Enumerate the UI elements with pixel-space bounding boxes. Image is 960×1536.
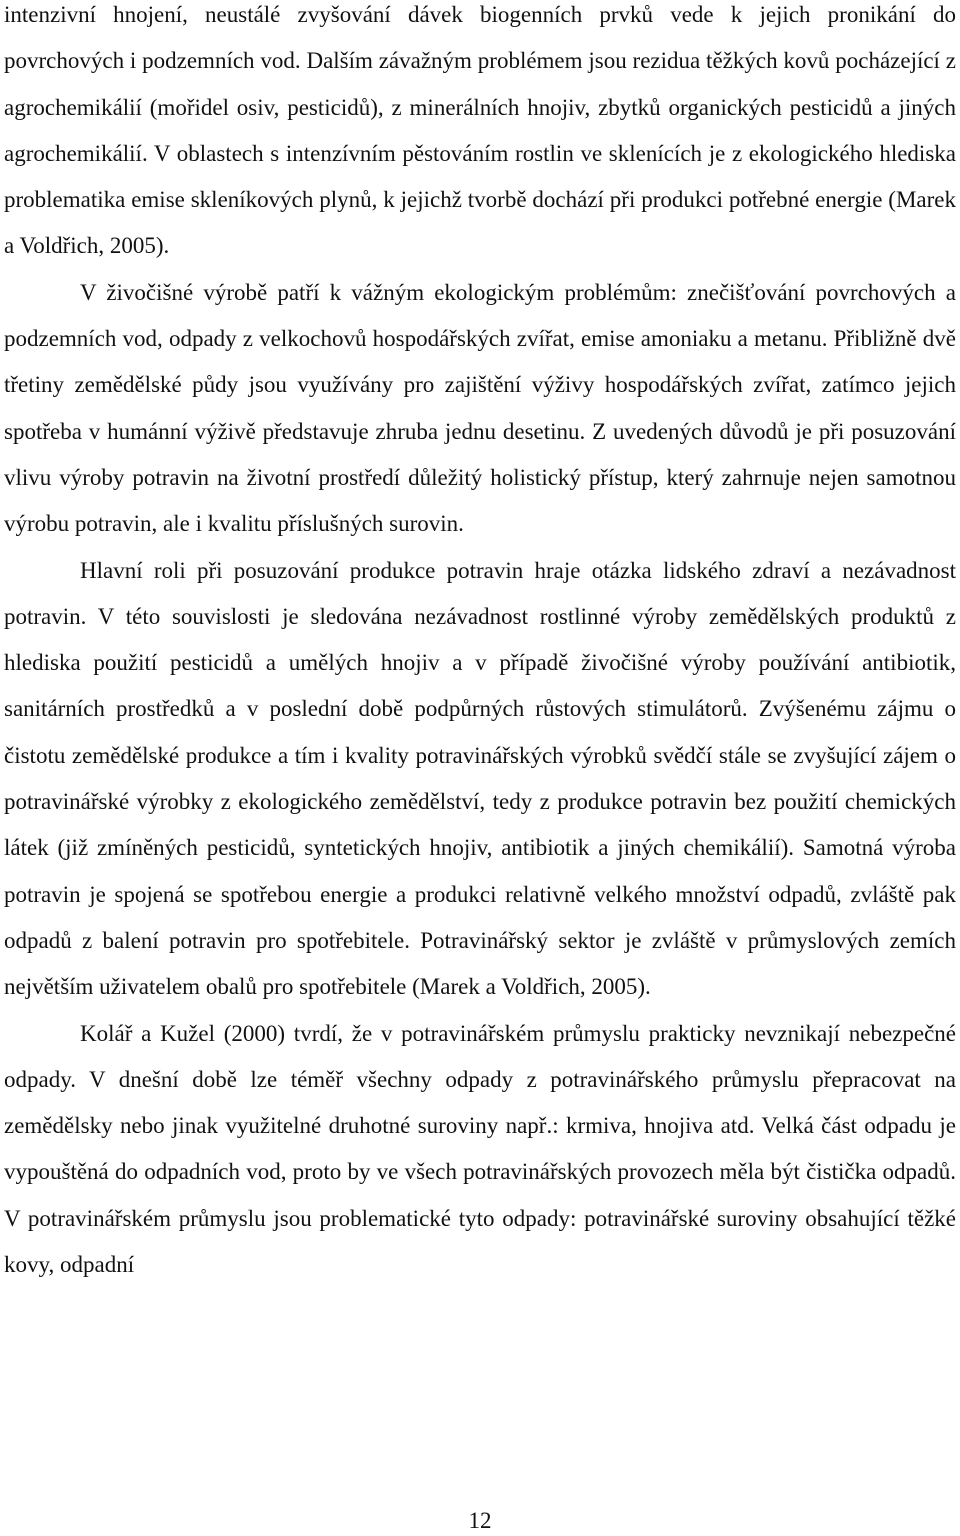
paragraph-1: intenzivní hnojení, neustálé zvyšování dávek biogenních prvků vede k jejich pronikání do povrchových i podzemních vod. Dalším závažným problémem jsou rezidua těžkých kovů pocházející z agrochemikálií (mořidel osiv, pesticidů), z minerálních hnojiv, zbytků organických pesticidů a jiných agrochemikálií. V oblastech s intenzívním pěstováním rostlin ve sklenících je z ekologického hlediska problematika emise skleníkových plynů, k jejichž tvorbě dochází při produkci potřebné energie (Marek a Voldřich, 2005). <box>4 2 956 259</box>
paragraph-2: V živočišné výrobě patří k vážným ekologickým problémům: znečišťování povrchových a podzemních vod, odpady z velkochovů hospodářských zvířat, emise amoniaku a metanu. Přibližně dvě třetiny zemědělské půdy jsou využívány pro zajištění výživy hospodářských zvířat, zatímco jejich spotřeba v humánní výživě představuje zhruba jednu desetinu. Z uvedených důvodů je při posuzování vlivu výroby potravin na životní prostředí důležitý holistický přístup, který zahrnuje nejen samotnou výrobu potravin, ale i kvalitu příslušných surovin. <box>4 279 956 537</box>
document-page <box>4 0 956 1288</box>
paragraph-3: Hlavní roli při posuzování produkce potravin hraje otázka lidského zdraví a nezávadnost potravin. V této souvislosti je sledována nezávadnost rostlinné výroby zemědělských produktů z hlediska použití pesticidů a umělých hnojiv a v případě živočišné výroby používání antibiotik, sanitárních prostředků a v poslední době podpůrných růstových stimulátorů. Zvýšenému zájmu o čistotu zemědělské produkce a tím i kvality potravinářských výrobků svědčí stále se zvyšující zájem o potravinářské výrobky z ekologického zemědělství, tedy z produkce potravin bez použití chemických látek (již zmíněných pesticidů, syntetických hnojiv, antibiotik a jiných chemikálií). Samotná výroba potravin je spojená se spotřebou energie a produkci relativně velkého množství odpadů, zvláště pak odpadů z balení potravin pro spotřebitele. Potravinářský sektor je zvláště v průmyslových zemích největším uživatelem obalů pro spotřebitele (Marek a Voldřich, 2005). <box>4 557 956 1000</box>
paragraph-4: Kolář a Kužel (2000) tvrdí, že v potravinářském průmyslu prakticky nevznikají nebezpečné odpady. V dnešní době lze téměř všechny odpady z potravinářského průmyslu přepracovat na zemědělsky nebo jinak využitelné druhotné suroviny např.: krmiva, hnojiva atd. Velká část odpadu je vypouštěná do odpadních vod, proto by ve všech potravinářských provozech měla být čistička odpadů. V potravinářském průmyslu jsou problematické tyto odpady: potravinářské suroviny obsahující těžké kovy, odpadní <box>4 1020 956 1278</box>
page-number: 12 <box>468 1508 492 1533</box>
